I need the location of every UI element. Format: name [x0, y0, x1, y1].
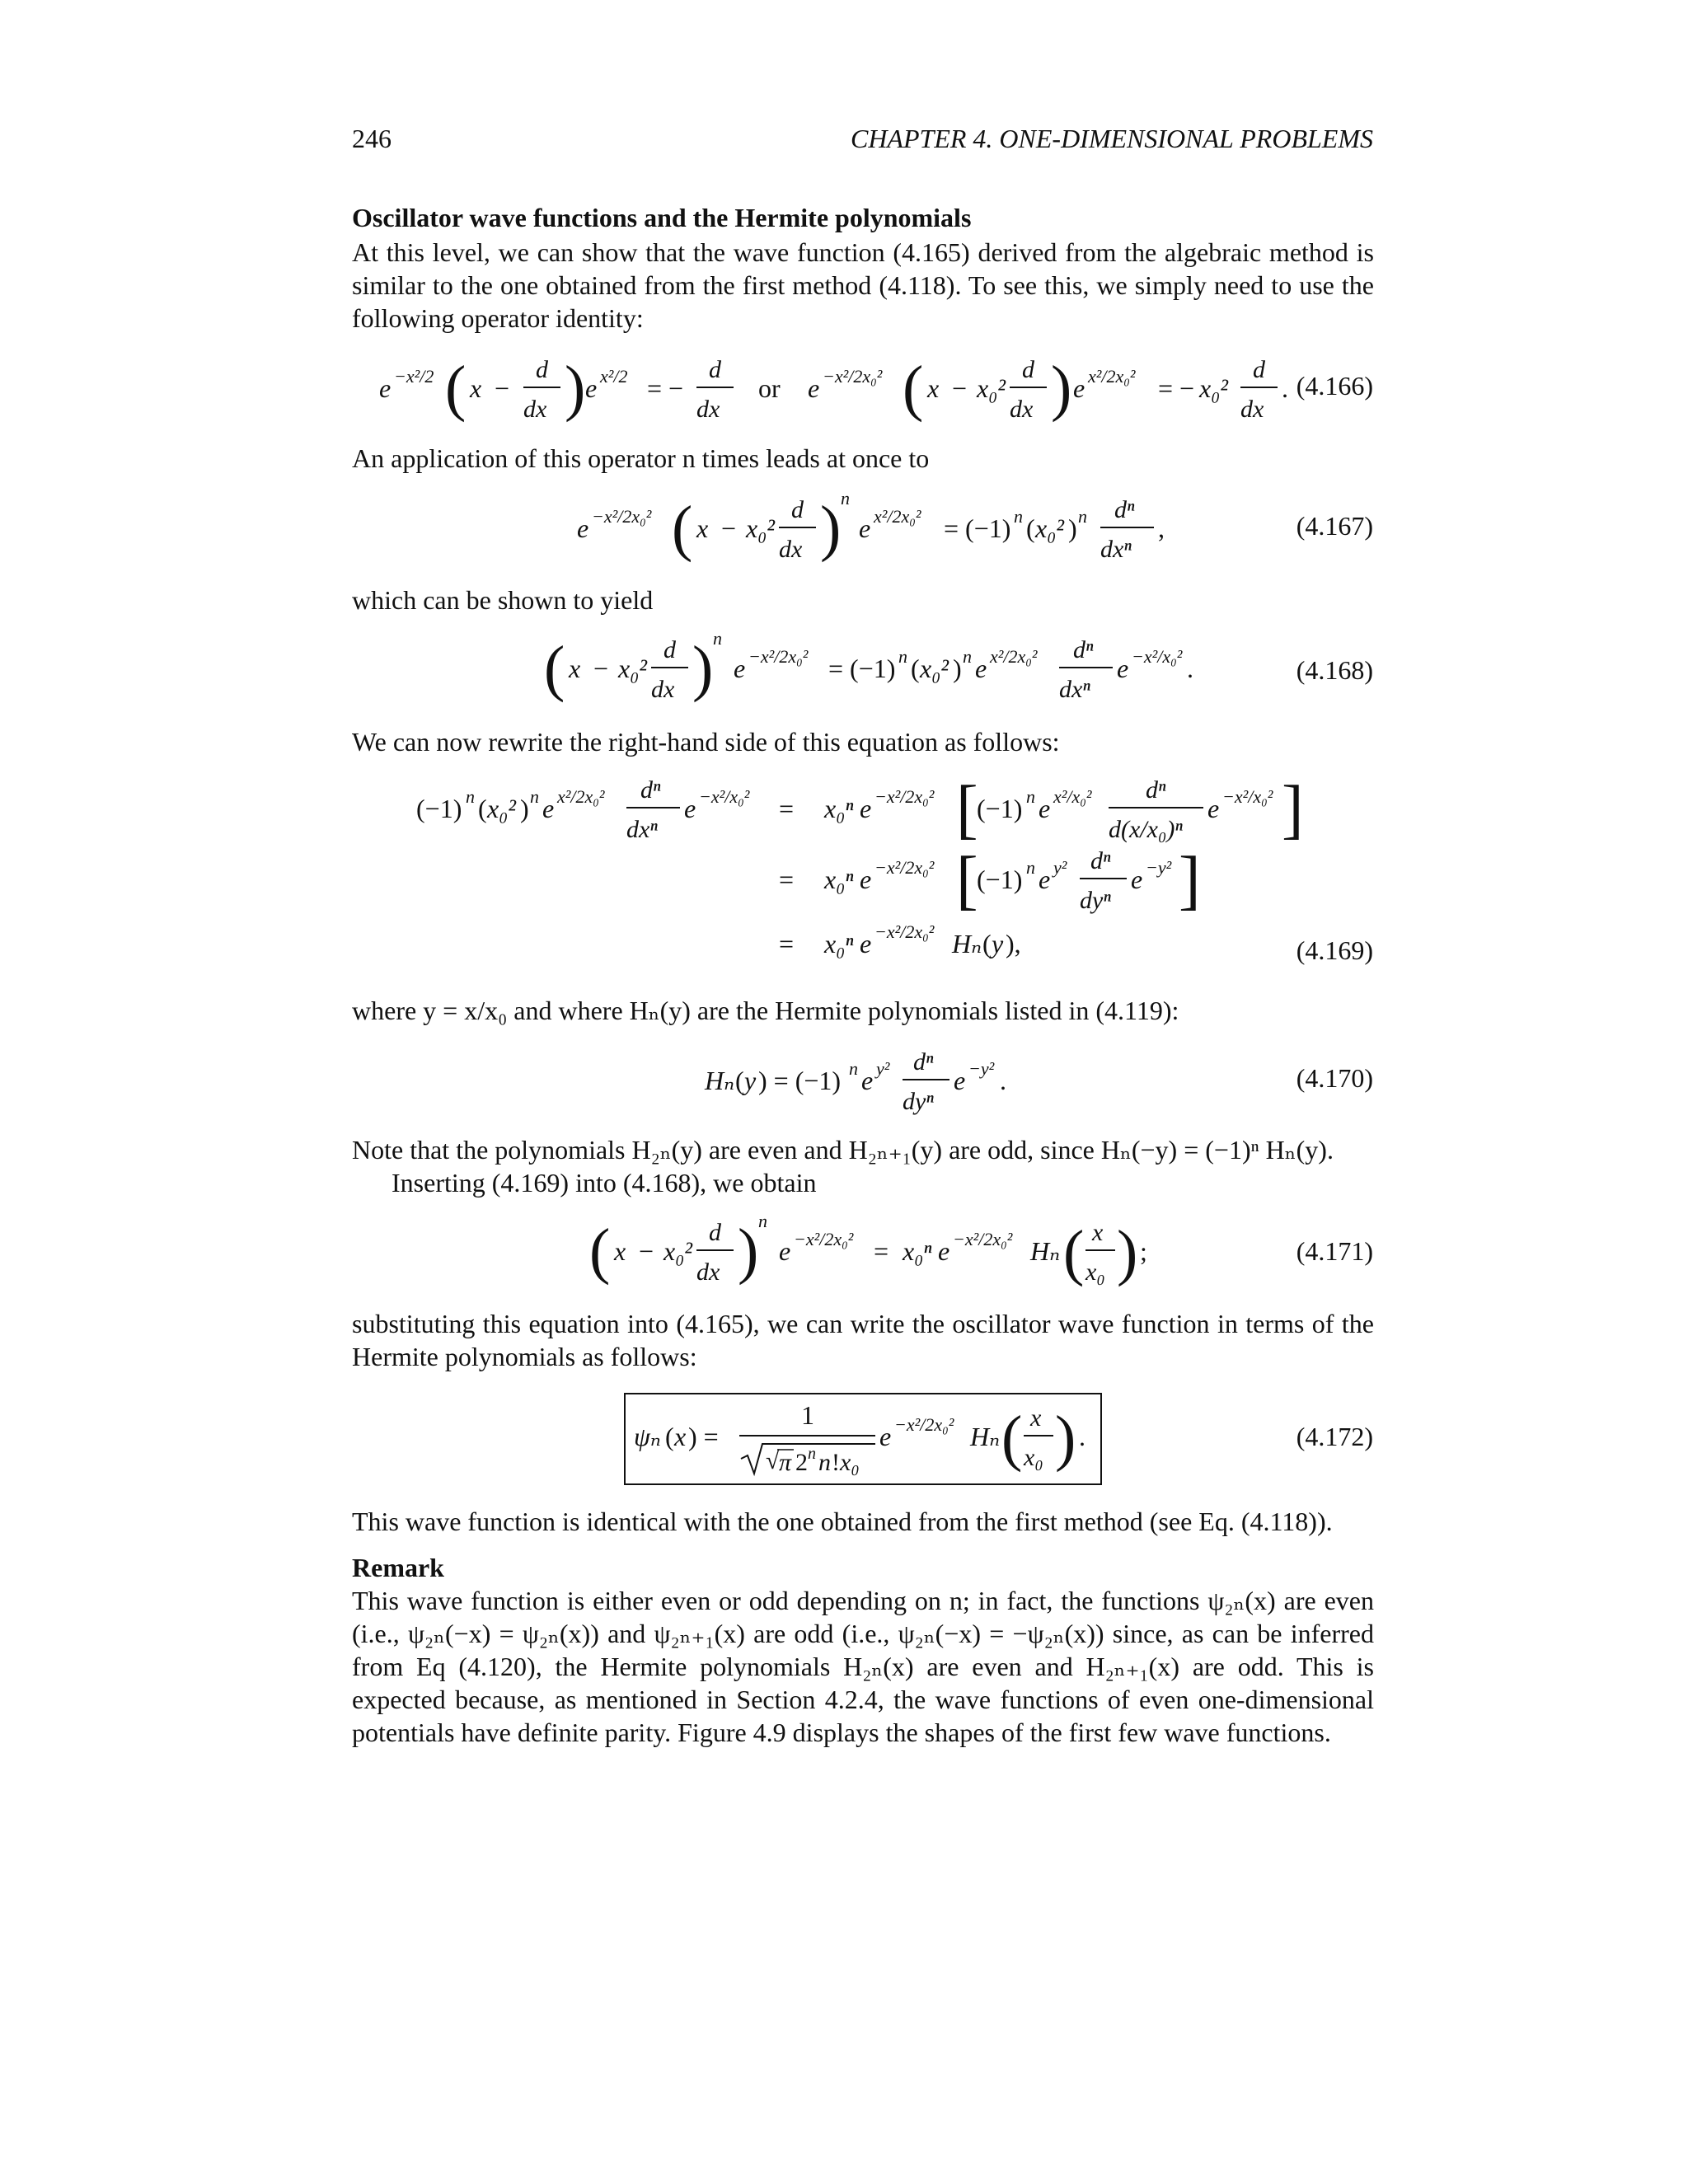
svg-text:e: e: [542, 794, 555, 823]
svg-text:y²: y²: [876, 1058, 890, 1079]
svg-text:−x²/2x₀²: −x²/2x₀²: [794, 1229, 854, 1249]
svg-text:Hₙ: Hₙ: [952, 929, 982, 958]
svg-text:x₀ⁿ: x₀ⁿ: [903, 1236, 932, 1266]
svg-text:x₀: x₀: [840, 1449, 860, 1476]
svg-text:(: (: [478, 794, 487, 823]
svg-text:(: (: [903, 354, 924, 423]
svg-text:Hₙ: Hₙ: [1030, 1236, 1061, 1266]
svg-text:(: (: [544, 634, 565, 703]
svg-text:n: n: [758, 1211, 767, 1231]
svg-text:]: ]: [1282, 773, 1304, 846]
svg-text:x₀ⁿ: x₀ⁿ: [824, 929, 854, 958]
svg-text:]: ]: [1179, 844, 1201, 916]
svg-text:;: ;: [1140, 1236, 1147, 1266]
equation-number-4-171: (4.171): [1296, 1236, 1373, 1266]
svg-text:x²/2x₀²: x²/2x₀²: [874, 506, 921, 527]
svg-text:x₀: x₀: [1085, 1258, 1105, 1286]
paragraph-inserting: Inserting (4.169) into (4.168), we obtain: [392, 1168, 817, 1197]
svg-text:e: e: [938, 1236, 950, 1266]
svg-text:(: (: [1001, 1404, 1023, 1473]
svg-text:(: (: [665, 1422, 674, 1451]
svg-text:e: e: [1073, 373, 1085, 403]
svg-text:): ): [953, 654, 962, 683]
svg-text:= −: = −: [1158, 373, 1195, 403]
svg-text:x₀²: x₀²: [1035, 513, 1064, 543]
svg-text:−x²/2x₀²: −x²/2x₀²: [953, 1229, 1013, 1249]
svg-text:−x²/2: −x²/2: [394, 366, 434, 387]
svg-text:dx: dx: [696, 1258, 720, 1286]
svg-text:Hₙ: Hₙ: [970, 1422, 1001, 1451]
svg-text:−x²/2x₀²: −x²/2x₀²: [874, 786, 935, 807]
svg-text:y: y: [992, 929, 1004, 958]
svg-text:(: (: [735, 1066, 744, 1095]
svg-text:−: −: [721, 513, 737, 543]
svg-text:e: e: [859, 513, 871, 543]
svg-text:−y²: −y²: [1146, 857, 1172, 878]
svg-text:−x²/2x₀²: −x²/2x₀²: [748, 646, 809, 667]
paragraph-yield: which can be shown to yield: [352, 585, 654, 615]
svg-text:−x²/2x₀²: −x²/2x₀²: [874, 857, 935, 878]
equation-4-171: [581, 1207, 1158, 1306]
svg-text:dxⁿ: dxⁿ: [626, 816, 658, 843]
svg-text:(: (: [982, 929, 992, 958]
svg-text:n: n: [1078, 506, 1087, 527]
svg-text:): ): [692, 634, 714, 703]
svg-text:x₀²: x₀²: [1199, 373, 1228, 403]
svg-text:x: x: [696, 513, 709, 543]
svg-text:x: x: [1092, 1219, 1104, 1246]
svg-text:e: e: [954, 1066, 966, 1095]
svg-text:√: √: [766, 1447, 780, 1474]
svg-text:e: e: [975, 654, 987, 683]
svg-text:d: d: [709, 1219, 721, 1246]
svg-text:[: [: [956, 844, 978, 916]
svg-text:(: (: [589, 1216, 611, 1286]
svg-text:−x²/2x₀²: −x²/2x₀²: [592, 506, 652, 527]
svg-text:e: e: [1039, 794, 1051, 823]
equation-4-168: [536, 626, 1195, 717]
svg-text:Hₙ: Hₙ: [705, 1066, 735, 1095]
svg-text:n: n: [963, 646, 972, 667]
svg-text:.: .: [1187, 654, 1193, 683]
svg-text:(: (: [911, 654, 920, 683]
svg-text:(: (: [1063, 1218, 1085, 1287]
svg-text:n: n: [530, 786, 539, 807]
svg-text:−x²/x₀²: −x²/x₀²: [699, 786, 750, 807]
svg-text:.: .: [1282, 373, 1288, 403]
svg-text:n: n: [818, 1449, 831, 1476]
svg-text:x²/2: x²/2: [600, 366, 628, 387]
svg-text:dyⁿ: dyⁿ: [903, 1088, 934, 1115]
svg-text:(: (: [672, 494, 693, 563]
svg-text:): ): [820, 494, 842, 563]
svg-text:x₀²: x₀²: [977, 373, 1006, 403]
equation-4-170: [696, 1038, 1043, 1129]
svg-text:e: e: [860, 794, 872, 823]
svg-text:−: −: [593, 654, 609, 683]
svg-text:e: e: [779, 1236, 791, 1266]
svg-text:x²/2x₀²: x²/2x₀²: [990, 646, 1038, 667]
equation-number-4-169: (4.169): [1296, 935, 1373, 965]
svg-text:dx: dx: [523, 396, 547, 423]
svg-text:−x²/x₀²: −x²/x₀²: [1132, 646, 1183, 667]
svg-text:(−1): (−1): [977, 794, 1023, 823]
paragraph-rewrite: We can now rewrite the right-hand side of this equation as follows:: [352, 727, 1060, 757]
svg-text:e: e: [1207, 794, 1220, 823]
svg-text:x₀: x₀: [1024, 1444, 1043, 1471]
svg-text:−: −: [495, 373, 510, 403]
svg-text:): ): [520, 794, 529, 823]
svg-text:= (−1): = (−1): [828, 654, 896, 683]
paragraph-where: where y = x/x₀ and where Hₙ(y) are the Hermite polynomials listed in (4.119):: [352, 996, 1179, 1025]
svg-text:=: =: [874, 1236, 889, 1266]
svg-text:x₀ⁿ: x₀ⁿ: [824, 794, 854, 823]
equation-number-4-172: (4.172): [1296, 1422, 1373, 1451]
svg-text:x₀²: x₀²: [663, 1236, 692, 1266]
svg-text:n: n: [713, 628, 722, 649]
svg-text:e: e: [808, 373, 820, 403]
svg-text:dⁿ: dⁿ: [640, 776, 661, 804]
running-title: CHAPTER 4. ONE-DIMENSIONAL PROBLEMS: [850, 124, 1373, 153]
svg-text:n: n: [1026, 857, 1035, 878]
svg-text:2: 2: [795, 1449, 808, 1476]
paragraph-identical: This wave function is identical with the one obtained from the first method (see Eq. (4.118)).: [352, 1507, 1333, 1536]
svg-text:d(x/x₀)ⁿ: d(x/x₀)ⁿ: [1109, 816, 1183, 843]
svg-text:e: e: [879, 1422, 892, 1451]
svg-text:e: e: [1039, 865, 1051, 894]
svg-text:dⁿ: dⁿ: [1090, 847, 1111, 874]
svg-text:e: e: [1131, 865, 1143, 894]
svg-text:),: ),: [1006, 929, 1021, 958]
svg-text:): ): [565, 354, 586, 423]
svg-text:n: n: [808, 1445, 816, 1463]
svg-text:e: e: [860, 929, 872, 958]
svg-text:[: [: [956, 773, 978, 846]
svg-text:d: d: [1253, 356, 1265, 383]
paragraph-substituting: substituting this equation into (4.165), we can write the oscillator wave function in terms of the Hermite polynomials as follows:: [352, 1309, 1374, 1371]
svg-text:y²: y²: [1053, 857, 1067, 878]
svg-text:dyⁿ: dyⁿ: [1080, 887, 1111, 914]
svg-text:x²/x₀²: x²/x₀²: [1053, 786, 1092, 807]
equation-number-4-170: (4.170): [1296, 1063, 1373, 1093]
svg-text:n: n: [1026, 786, 1035, 807]
svg-text:x₀²: x₀²: [746, 513, 775, 543]
svg-text:=: =: [779, 865, 795, 894]
svg-text:=: =: [779, 929, 795, 958]
svg-text:): ): [1117, 1218, 1138, 1287]
equation-number-4-168: (4.168): [1296, 655, 1373, 685]
svg-text:e: e: [1117, 654, 1129, 683]
svg-text:−y²: −y²: [968, 1058, 995, 1079]
svg-text:x: x: [927, 373, 940, 403]
svg-text:x²/2x₀²: x²/2x₀²: [1088, 366, 1136, 387]
section-heading: Oscillator wave functions and the Hermite polynomials: [352, 203, 972, 232]
svg-text:π: π: [779, 1449, 792, 1476]
svg-text:.: .: [1079, 1422, 1085, 1451]
svg-text:x: x: [569, 654, 581, 683]
svg-text:dⁿ: dⁿ: [1114, 496, 1135, 523]
svg-text:): ): [1055, 1404, 1076, 1473]
svg-text:dx: dx: [696, 396, 720, 423]
equation-4-167: [569, 486, 1195, 577]
svg-text:d: d: [791, 496, 804, 523]
svg-text:n: n: [898, 646, 907, 667]
svg-text:x: x: [470, 373, 482, 403]
svg-text:d: d: [663, 636, 676, 663]
svg-text:): ): [738, 1216, 759, 1286]
svg-text:dxⁿ: dxⁿ: [1059, 676, 1090, 703]
svg-text:dx: dx: [651, 676, 675, 703]
svg-text:x₀²: x₀²: [618, 654, 647, 683]
svg-text:e: e: [861, 1066, 874, 1095]
svg-text:(: (: [445, 354, 467, 423]
svg-text:−: −: [952, 373, 968, 403]
paragraph-intro: At this level, we can show that the wave function (4.165) derived from the algebraic method is similar to the one obtained from the first method (4.118). To see this, we simply need to use the following operator identity:: [352, 237, 1374, 333]
svg-text:): ): [1068, 513, 1077, 543]
svg-text:e: e: [684, 794, 696, 823]
svg-text:(−1): (−1): [416, 794, 462, 823]
equation-4-169: [408, 766, 1331, 964]
paragraph-parity-note: Note that the polynomials H₂ₙ(y) are even and H₂ₙ₊₁(y) are odd, since Hₙ(−y) = (−1)ⁿ Hₙ(y).: [352, 1135, 1334, 1165]
svg-text:n: n: [849, 1058, 858, 1079]
svg-text:e: e: [379, 373, 392, 403]
svg-text:x₀²: x₀²: [920, 654, 949, 683]
svg-text:,: ,: [1158, 513, 1165, 543]
paragraph-application: An application of this operator n times leads at once to: [352, 443, 930, 473]
svg-text:dⁿ: dⁿ: [1146, 776, 1166, 804]
svg-text:e: e: [860, 865, 872, 894]
svg-text:n: n: [466, 786, 475, 807]
svg-text:dx: dx: [779, 536, 803, 563]
equation-4-172: [624, 1393, 1102, 1485]
svg-text:d: d: [536, 356, 548, 383]
page-number: 246: [352, 124, 392, 153]
remark-heading: Remark: [352, 1553, 444, 1582]
svg-text:n: n: [1014, 506, 1023, 527]
svg-text:x: x: [674, 1422, 687, 1451]
svg-text:y: y: [744, 1066, 757, 1095]
svg-text:−x²/2x₀²: −x²/2x₀²: [894, 1414, 954, 1435]
svg-text:−: −: [639, 1236, 654, 1266]
svg-text:dⁿ: dⁿ: [913, 1048, 934, 1076]
svg-text:) =: ) =: [688, 1422, 719, 1451]
svg-text:e: e: [577, 513, 589, 543]
svg-text:= −: = −: [647, 373, 684, 403]
svg-text:d: d: [1022, 356, 1034, 383]
svg-text:) = (−1): ) = (−1): [758, 1066, 842, 1095]
svg-text:−x²/2x₀²: −x²/2x₀²: [823, 366, 883, 387]
svg-text:x²/2x₀²: x²/2x₀²: [557, 786, 605, 807]
svg-text:dⁿ: dⁿ: [1073, 636, 1094, 663]
svg-text:.: .: [1000, 1066, 1006, 1095]
svg-text:(: (: [1026, 513, 1035, 543]
svg-text:x₀²: x₀²: [487, 794, 516, 823]
svg-text:x₀ⁿ: x₀ⁿ: [824, 865, 854, 894]
svg-text:dx: dx: [1010, 396, 1034, 423]
svg-text:1: 1: [801, 1400, 814, 1430]
svg-text:e: e: [734, 654, 746, 683]
equation-4-166: [363, 346, 1311, 437]
svg-text:x: x: [614, 1236, 626, 1266]
svg-text:dx: dx: [1240, 396, 1264, 423]
svg-text:e: e: [585, 373, 598, 403]
equation-number-4-166: (4.166): [1296, 371, 1373, 401]
svg-text:ψₙ: ψₙ: [634, 1422, 661, 1451]
svg-text:): ): [1051, 354, 1072, 423]
svg-text:=: =: [779, 794, 795, 823]
svg-text:x: x: [1030, 1404, 1042, 1432]
svg-text:d: d: [709, 356, 721, 383]
svg-text:n: n: [841, 488, 850, 509]
svg-text:dxⁿ: dxⁿ: [1100, 536, 1132, 563]
svg-text:(−1): (−1): [977, 865, 1023, 894]
equation-number-4-167: (4.167): [1296, 511, 1373, 541]
svg-text:!: !: [832, 1449, 840, 1476]
connector-or: or: [758, 373, 781, 403]
svg-text:−x²/2x₀²: −x²/2x₀²: [874, 921, 935, 942]
svg-text:= (−1): = (−1): [944, 513, 1011, 543]
svg-text:−x²/x₀²: −x²/x₀²: [1222, 786, 1273, 807]
remark-text: This wave function is either even or odd depending on n; in fact, the functions ψ₂ₙ(x) are even (i.e., ψ₂ₙ(−x) = ψ₂ₙ(x)) and ψ₂ₙ₊₁(x) are odd (i.e., ψ₂ₙ(−x) = −ψ₂ₙ(x)) since, as can be inferred from Eq (4.120), the Hermite polynomials H₂ₙ(x) are even and H₂ₙ₊₁(x) are odd. This is expected because, as mentioned in Section 4.2.4, the wave functions of even one-dimensional potentials have definite parity. Figure 4.9 displays the shapes of the first few wave functions.: [352, 1586, 1374, 1747]
